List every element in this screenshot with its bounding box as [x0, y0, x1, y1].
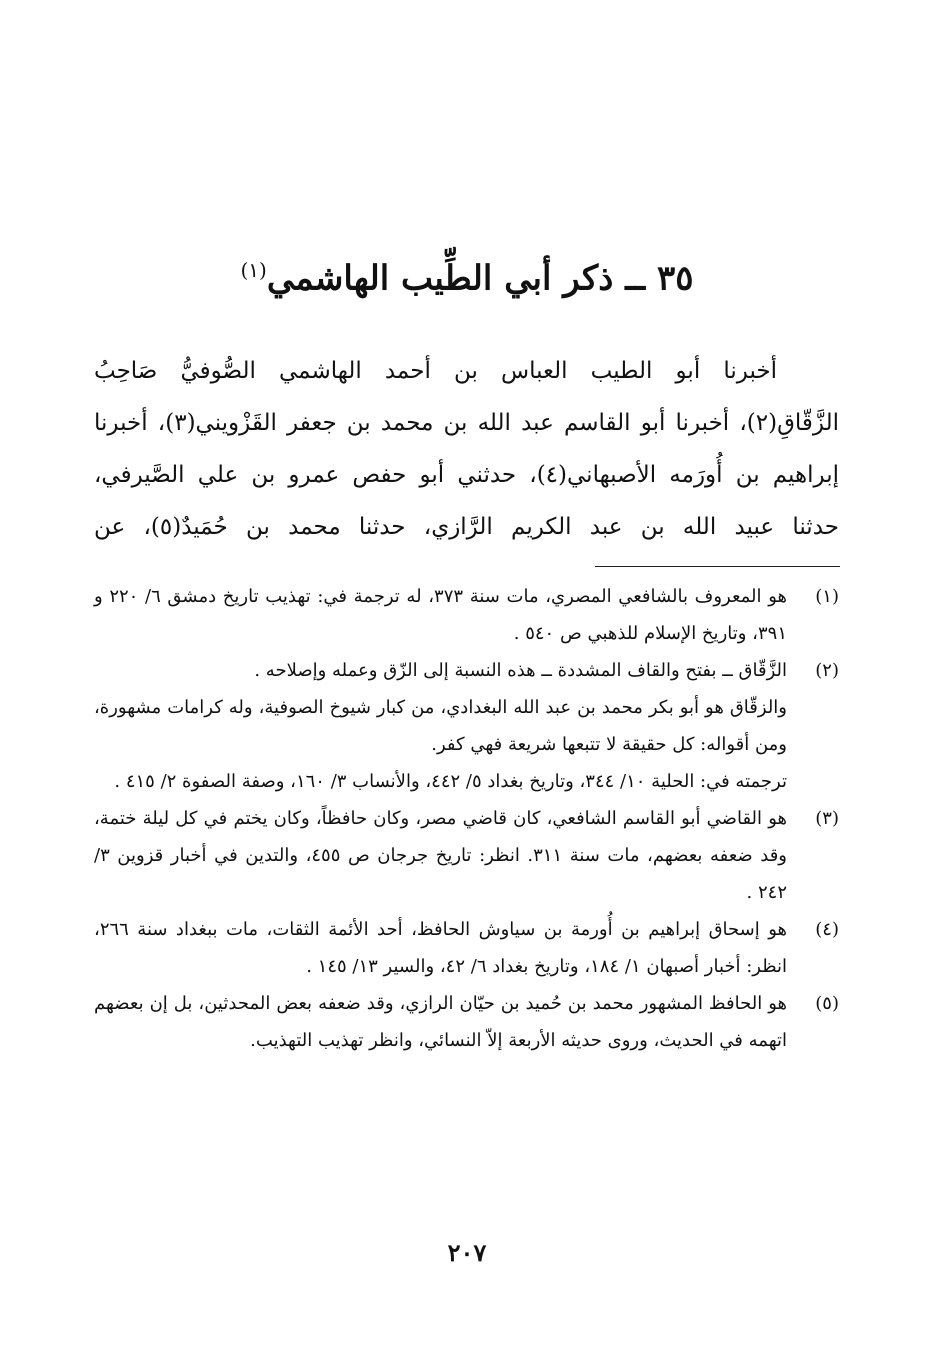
footnote-body — [94, 578, 787, 652]
footnote-separator — [595, 566, 840, 567]
footnote-number: (١) — [815, 586, 839, 607]
chapter-title-text: ٣٥ ــ ذكر أبي الطِّيب الهاشمي — [266, 258, 694, 299]
main-text — [94, 345, 839, 553]
page-number: ٢٠٧ — [447, 1238, 487, 1267]
footnote-body — [94, 652, 787, 800]
footnotes — [94, 578, 839, 1059]
main-text-line: الزَّقّاقِ(٢)، أخبرنا أبو القاسم عبد الله بن محمد بن جعفر القَزْويني(٣)، أخبرنا — [94, 410, 840, 436]
footnote-text: ترجمته في: الحلية ١٠/ ٣٤٤، وتاريخ بغداد ٥/ ٤٤٢، والأنساب ٣/ ١٦٠، وصفة الصفوة ٢/ ٤١٥ . — [114, 771, 787, 792]
main-text-line: إبراهيم بن أُورَمه الأصبهاني(٤)، حدثني أبو حفص عمرو بن علي الصَّيرفي، — [94, 462, 839, 488]
footnote-number: (٤) — [815, 919, 839, 940]
footnote — [94, 578, 839, 652]
footnote-text: هو المعروف بالشافعي المصري، مات سنة ٣٧٣، له ترجمة في: تهذيب تاريخ دمشق ٦/ ٢٢٠ و ٣٩١، وتاريخ الإسلام للذهبي ص ٥٤٠ . — [94, 586, 787, 644]
chapter-title — [110, 240, 824, 308]
footnote-number: (٥) — [815, 993, 839, 1014]
footnote-number: (٣) — [815, 808, 839, 829]
footnote — [94, 985, 839, 1059]
footnote-body — [94, 985, 787, 1059]
footnote-text: هو الحافظ المشهور محمد بن حُميد بن حيّان الرازي، وقد ضعفه بعض المحدثين، بل إن بعضهم اتهمه في الحديث، وروى حديثه الأربعة إلاّ النسائي، وانظر تهذيب التهذيب. — [94, 993, 787, 1051]
chapter-title-footnote-ref: (١) — [240, 258, 267, 282]
footnote-body — [94, 800, 787, 911]
footnote — [94, 800, 839, 911]
footnote-text: هو القاضي أبو القاسم الشافعي، كان قاضي مصر، وكان حافظاً، وكان يختم في كل ليلة ختمة، وقد ضعفه بعضهم، مات سنة ٣١١. انظر: تاريخ جرجان ص ٤٥٥، والتدين في أخبار قزوين ٣/ ٢٤٢ . — [94, 808, 787, 903]
footnote — [94, 652, 839, 800]
footnote-text: والزقّاق هو أبو بكر محمد بن عبد الله البغدادي، من كبار شيوخ الصوفية، وله كرامات مشهورة، ومن أقواله: كل حقيقة لا تتبعها شريعة فهي كفر. — [94, 697, 787, 755]
main-text-line: حدثنا عبيد الله بن عبد الكريم الرَّازي، حدثنا محمد بن حُمَيدٌ(٥)، عن — [94, 514, 839, 540]
footnote-text: الزَّقّاق ــ بفتح والقاف المشددة ــ هذه النسبة إلى الزّق وعمله وإصلاحه . — [254, 660, 787, 681]
footnote — [94, 911, 839, 985]
footnote-text: هو إسحاق إبراهيم بن أُورمة بن سياوش الحافظ، أحد الأئمة الثقات، مات ببغداد سنة ٢٦٦، انظر: أخبار أصبهان ١/ ١٨٤، وتاريخ بغداد ٦/ ٤٢، والسير ١٣/ ١٤٥ . — [94, 919, 787, 977]
footnote-body — [94, 911, 787, 985]
main-text-line: أخبرنا أبو الطيب العباس بن أحمد الهاشمي الصُّوفيُّ صَاحِبُ — [94, 358, 777, 384]
footnote-number: (٢) — [815, 660, 839, 681]
